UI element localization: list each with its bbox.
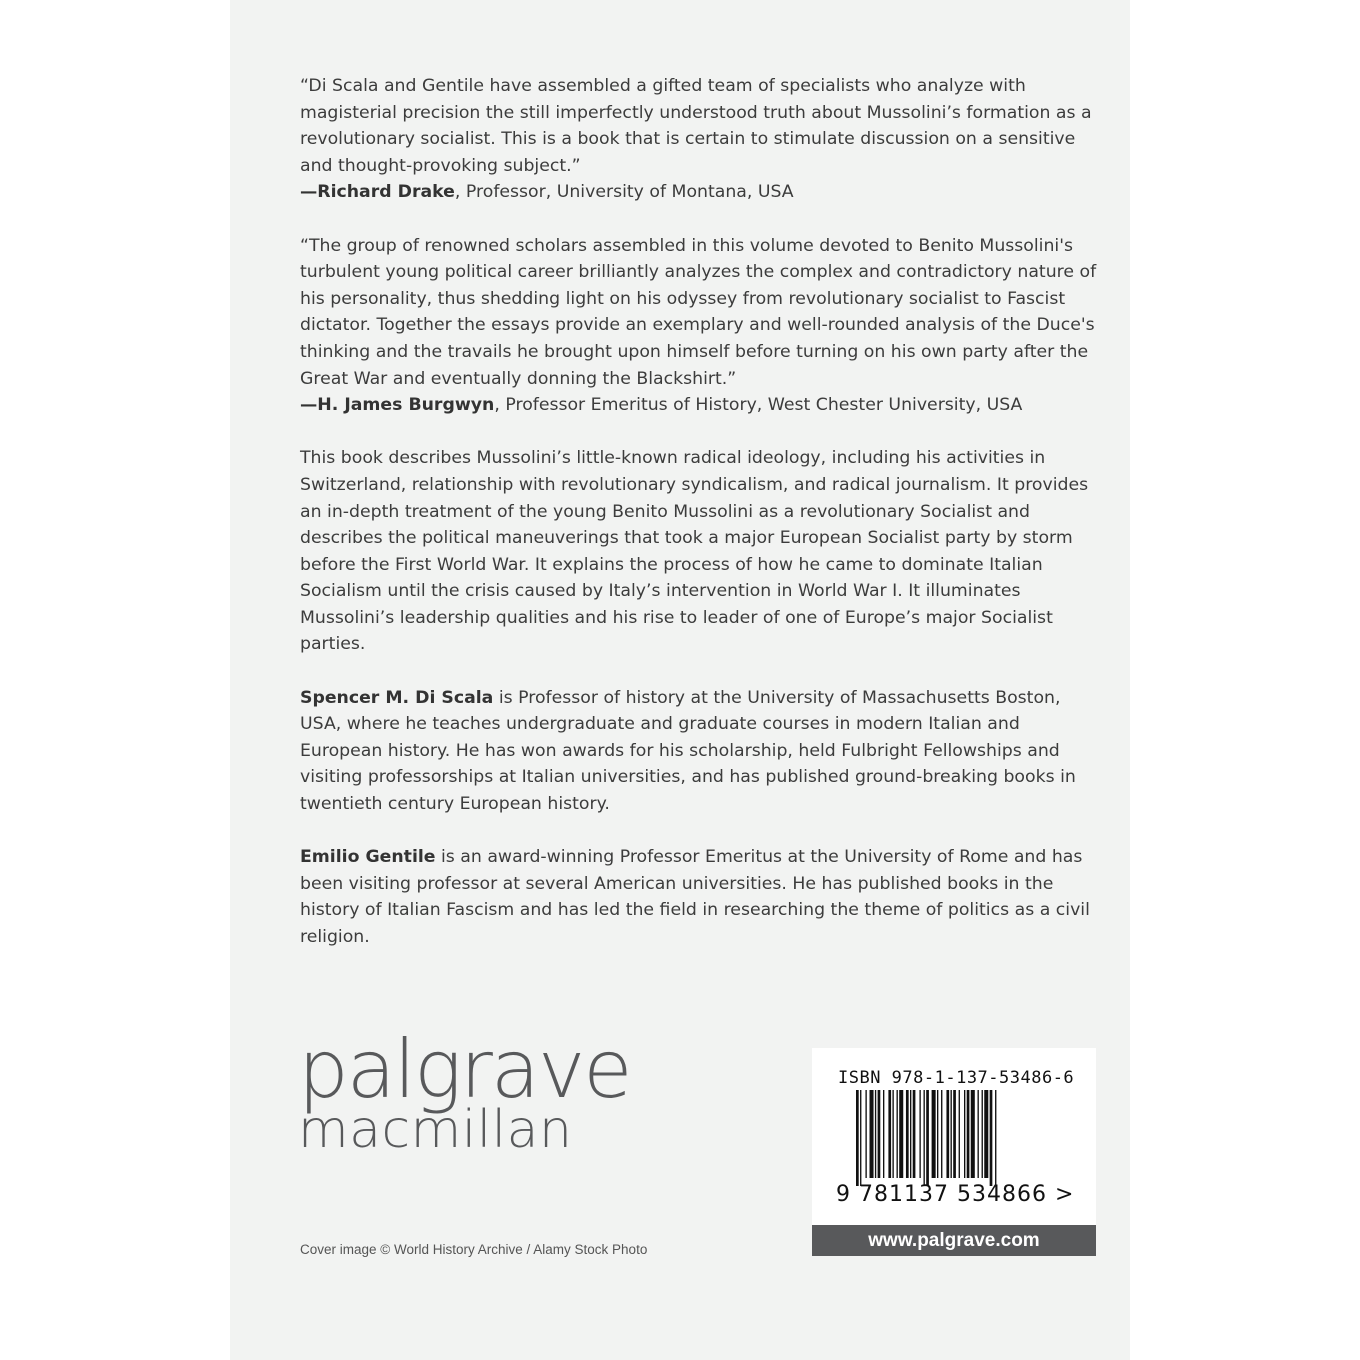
bio-block-2 [300,844,1100,950]
barcode-bar [856,1090,859,1186]
quote-attribution [300,392,1100,419]
quote-affiliation: , Professor, University of Montana, USA [454,182,794,203]
barcode-bar [978,1090,979,1178]
quote-affiliation: , Professor Emeritus of History, West Chester University, USA [494,395,1023,416]
logo-line-macmillan: macmillan [298,1100,573,1160]
quote-block-1 [300,73,1100,206]
back-cover [230,0,1130,1360]
barcode-bar [899,1090,903,1178]
barcode-bar [971,1090,975,1178]
description-block [300,445,1100,658]
barcode-bar [937,1090,938,1178]
editor-bio-text: is an award-winning Professor Emeritus at the University of Rome and has been visiting professor at several American universities. He has published books in the history of Italian Fascism and has led the field in researching the theme of politics as a civil religion. [300,847,1090,947]
barcode-bar [875,1090,876,1178]
barcode-bar [959,1090,960,1178]
publisher-logo [298,1023,631,1160]
logo-line-palgrave: palgrave [298,1023,631,1116]
barcode-bar [995,1090,996,1186]
barcode-bar [906,1090,909,1178]
barcode-digits: 9 781137 534866 > [836,1182,1075,1207]
isbn-label: ISBN 978-1-137-53486-6 [838,1068,1075,1088]
barcode-bar [888,1090,891,1178]
cover-image-credit: Cover image © World History Archive / Alamy Stock Photo [300,1242,648,1257]
barcode-bar [967,1090,970,1178]
barcode-bar [932,1090,936,1178]
barcode-bar [984,1090,988,1178]
barcode-bar [964,1090,965,1178]
book-description: This book describes Mussolini’s little-known radical ideology, including his activities in Switzerland, relationship with revolutionary syndicalism, and radical journalism. It provides an in-depth treatment of the young Benito Mussolini as a revolutionary Socialist and describes the political maneuverings that took a major European Socialist party by storm before the First World War. It explains the process of how he came to dominate Italian Socialism until the crisis caused by Italy’s intervention in World War I. It illuminates Mussolini’s leadership qualities and his rise to leader of one of Europe’s major Socialist parties. [300,448,1089,655]
barcode-bar [919,1090,920,1178]
barcode-bar [913,1090,916,1178]
quote-text: “The group of renowned scholars assembled in this volume devoted to Benito Mussolini's turbulent young political career brilliantly analyzes the complex and contradictory nature of his personality, thus shedding light on his odyssey from revolutionary socialist to Fascist dictator. Together the essays provide an exemplary and well-rounded analysis of the Duce's thinking and the travails he brought upon himself before turning on his own party after the Great War and eventually donning the Blackshirt.” [300,235,1097,389]
quote-author: —H. James Burgwyn [300,395,495,416]
barcode-bar [982,1090,983,1178]
quote-block-2 [300,233,1100,419]
barcode-bar [951,1090,952,1178]
publisher-url: www.palgrave.com [812,1225,1096,1256]
editor-bio [300,685,1100,818]
barcode-bars [856,1090,1072,1186]
barcode-bar [870,1090,874,1178]
barcode-bar [941,1090,942,1178]
barcode-bar [953,1090,956,1178]
barcode-bar [946,1090,949,1178]
quote-author: —Richard Drake [300,182,455,203]
barcode-bar [924,1090,925,1186]
barcode-bar [892,1090,893,1178]
barcode-bar [865,1090,866,1178]
quote-text: “Di Scala and Gentile have assembled a gifted team of specialists who analyze with magisterial precision the still imperfectly understood truth about Mussolini’s formation as a revolutionary socialist. This is a book that is certain to stimulate discussion on a sensitive and thought-provoking subject.” [300,76,1092,176]
editor-bio-text: is Professor of history at the University of Massachusetts Boston, USA, where he teaches undergraduate and graduate courses in modern Italian and European history. He has won awards for his scholarship, held Fulbright Fellowships and visiting professorships at Italian universities, and has published ground-breaking books in twentieth century European history. [300,687,1076,815]
quote-attribution [300,179,1100,206]
barcode-bar [990,1090,993,1186]
barcode-panel [812,1048,1096,1256]
barcode-bar [860,1090,861,1186]
bio-block-1 [300,685,1100,818]
barcode-bar [926,1090,929,1186]
editor-bio [300,844,1100,950]
cover-text [300,73,1100,977]
editor-name: Spencer M. Di Scala [300,687,494,708]
barcode-bar [878,1090,881,1178]
barcode-bar [910,1090,911,1178]
barcode-bar [883,1090,884,1178]
barcode-bar [897,1090,898,1178]
editor-name: Emilio Gentile [300,847,436,868]
